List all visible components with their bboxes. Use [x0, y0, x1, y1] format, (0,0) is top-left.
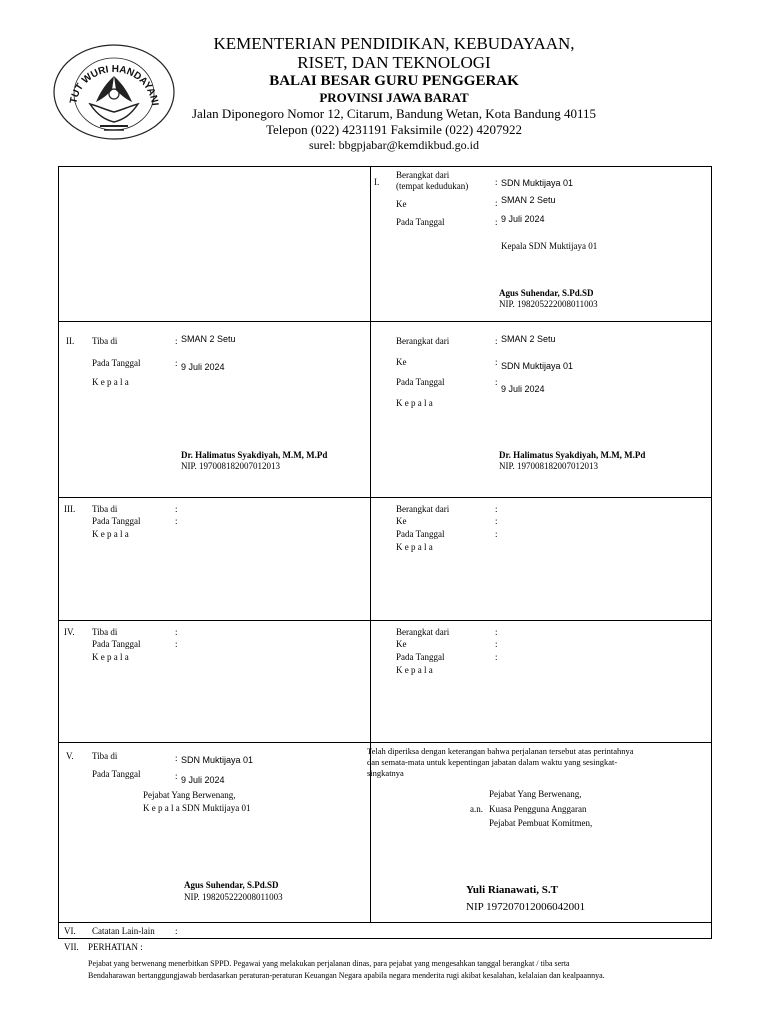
colon: :	[175, 627, 178, 637]
colon: :	[495, 529, 498, 539]
departure-label: Berangkat dari	[396, 336, 450, 346]
roman-4: IV.	[64, 627, 75, 637]
roman-1: I.	[374, 177, 380, 187]
attention-label: PERHATIAN :	[88, 942, 143, 952]
date-label: Pada Tanggal	[92, 769, 141, 779]
colon: :	[175, 926, 178, 936]
kepala-label: K e p a l a	[92, 529, 129, 539]
destination-value: SMAN 2 Setu	[501, 195, 556, 205]
arrival-label: Tiba di	[92, 504, 118, 514]
signer-name: Agus Suhendar, S.Pd.SD	[184, 880, 279, 890]
destination-label: Ke	[396, 199, 407, 209]
sppd-table-frame	[58, 166, 712, 939]
an-label: a.n.	[470, 804, 483, 814]
colon: :	[175, 504, 178, 514]
departure-sublabel: (tempat kedudukan)	[396, 181, 469, 191]
colon: :	[495, 177, 498, 187]
colon: :	[175, 358, 178, 368]
colon: :	[495, 627, 498, 637]
date-label: Pada Tanggal	[396, 652, 445, 662]
official-label: Pejabat Yang Berwenang,	[143, 790, 236, 800]
divider-3	[58, 620, 712, 621]
ppk-label: Pejabat Pembuat Komitmen,	[489, 818, 593, 828]
signer-nip: NIP. 197008182007012013	[181, 461, 281, 471]
signer-role: Kepala SDN Muktijaya 01	[501, 241, 598, 251]
arrival-value: SMAN 2 Setu	[181, 334, 236, 344]
colon: :	[175, 336, 178, 346]
colon: :	[495, 516, 498, 526]
date-label: Pada Tanggal	[92, 358, 141, 368]
signer-role: K e p a l a SDN Muktijaya 01	[143, 803, 251, 813]
departure-label: Berangkat dari	[396, 627, 450, 637]
date-label: Pada Tanggal	[396, 377, 445, 387]
signer-nip: NIP. 198205222008011003	[499, 299, 598, 309]
address: Jalan Diponegoro Nomor 12, Citarum, Bandung Wetan, Kota Bandung 40115	[191, 106, 597, 121]
departure-value: SDN Muktijaya 01	[501, 178, 574, 188]
arrival-label: Tiba di	[92, 751, 118, 761]
destination-label: Ke	[396, 357, 407, 367]
verification-note-2: dan semata-mata untuk kepentingan jabatan dalam waktu yang sesingkat-	[367, 757, 618, 767]
arrival-value: SDN Muktijaya 01	[181, 755, 254, 765]
phone-fax: Telepon (022) 4231191 Faksimile (022) 4207922	[265, 122, 523, 137]
ministry-line-1: KEMENTERIAN PENDIDIKAN, KEBUDAYAAN,	[213, 34, 575, 53]
date-label: Pada Tanggal	[92, 516, 141, 526]
departure-value: SMAN 2 Setu	[501, 334, 556, 344]
verification-note-3: singkatnya	[367, 768, 404, 778]
departure-label: Berangkat dari	[396, 170, 450, 180]
kepala-label: K e p a l a	[396, 665, 433, 675]
divider-4	[58, 742, 712, 743]
signer-name: Dr. Halimatus Syakdiyah, M.M, M.Pd	[181, 450, 328, 460]
province-name: PROVINSI JAWA BARAT	[319, 90, 469, 105]
arrival-label: Tiba di	[92, 627, 118, 637]
divider-2	[58, 497, 712, 498]
attention-text-1: Pejabat yang berwenang menerbitkan SPPD. Pegawai yang melakukan perjalanan dinas, para pejabat yang mengesahkan tanggal berangkat / tiba serta	[88, 959, 570, 968]
roman-6: VI.	[64, 926, 76, 936]
colon: :	[495, 357, 498, 367]
attention-text-2: Bendaharawan bertanggungjawab berdasarkan peraturan-peraturan Keuangan Negara apabila negara menderita rugi akibat kesalahan, kelalaian dan kealpaannya.	[88, 971, 605, 980]
destination-label: Ke	[396, 516, 407, 526]
colon: :	[175, 753, 178, 763]
logo-arc-text: TUT WURI HANDAYANI	[68, 63, 160, 107]
date-value: 9 Juli 2024	[501, 384, 545, 394]
destination-value: SDN Muktijaya 01	[501, 361, 574, 371]
center-divider	[370, 166, 371, 922]
notes-label: Catatan Lain-lain	[92, 926, 155, 936]
approver-name: Yuli Rianawati, S.T	[466, 884, 558, 896]
kepala-label: K e p a l a	[396, 398, 433, 408]
departure-label: Berangkat dari	[396, 504, 450, 514]
date-label: Pada Tanggal	[396, 529, 445, 539]
colon: :	[495, 198, 498, 208]
date-label: Pada Tanggal	[92, 639, 141, 649]
colon: :	[175, 516, 178, 526]
kepala-label: K e p a l a	[92, 377, 129, 387]
destination-label: Ke	[396, 639, 407, 649]
roman-7: VII.	[64, 942, 79, 952]
colon: :	[495, 639, 498, 649]
signer-nip: NIP. 197008182007012013	[499, 461, 599, 471]
ministry-line-2: RISET, DAN TEKNOLOGI	[297, 53, 491, 72]
signer-nip: NIP. 198205222008011003	[184, 892, 283, 902]
date-label: Pada Tanggal	[396, 217, 445, 227]
date-value: 9 Juli 2024	[501, 214, 545, 224]
date-value: 9 Juli 2024	[181, 362, 225, 372]
kpa-label: Kuasa Pengguna Anggaran	[489, 804, 587, 814]
arrival-label: Tiba di	[92, 336, 118, 346]
colon: :	[175, 771, 178, 781]
roman-3: III.	[64, 504, 76, 514]
colon: :	[495, 652, 498, 662]
roman-2: II.	[66, 336, 75, 346]
verification-note-1: Telah diperiksa dengan keterangan bahwa perjalanan tersebut atas perintahnya	[367, 746, 634, 756]
signer-name: Dr. Halimatus Syakdiyah, M.M, M.Pd	[499, 450, 646, 460]
date-value: 9 Juli 2024	[181, 775, 225, 785]
divider-5	[58, 922, 712, 923]
institution-name: BALAI BESAR GURU PENGGERAK	[269, 73, 519, 89]
roman-5: V.	[66, 751, 74, 761]
divider-1	[58, 321, 712, 322]
email: surel: bbgpjabar@kemdikbud.go.id	[308, 138, 480, 152]
kepala-label: K e p a l a	[396, 542, 433, 552]
colon: :	[175, 639, 178, 649]
signer-name: Agus Suhendar, S.Pd.SD	[499, 288, 594, 298]
approver-nip: NIP 197207012006042001	[466, 901, 586, 913]
kepala-label: K e p a l a	[92, 652, 129, 662]
colon: :	[495, 217, 498, 227]
colon: :	[495, 377, 498, 387]
colon: :	[495, 336, 498, 346]
official-label: Pejabat Yang Berwenang,	[489, 789, 582, 799]
colon: :	[495, 504, 498, 514]
